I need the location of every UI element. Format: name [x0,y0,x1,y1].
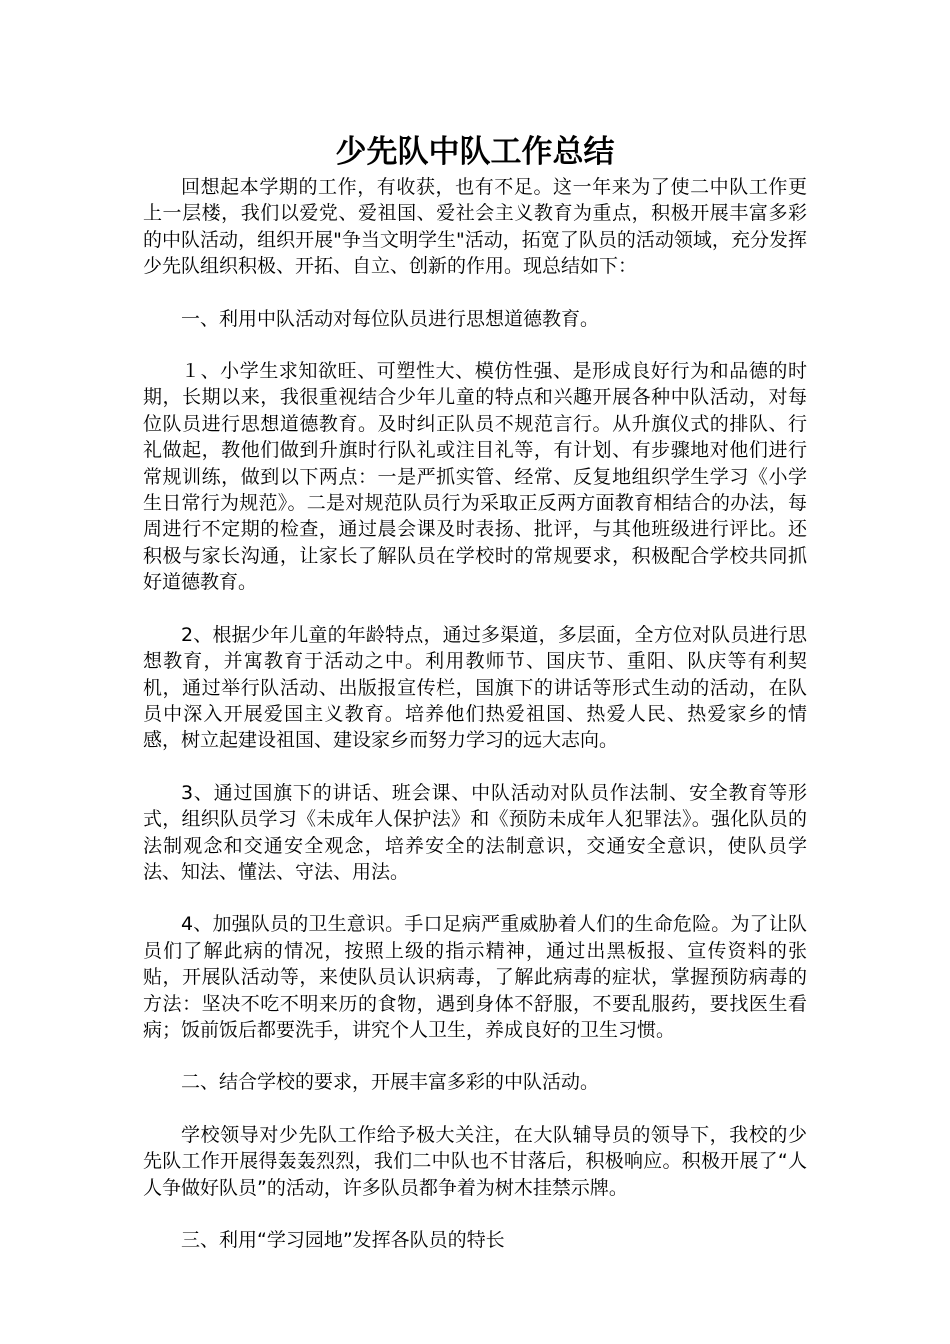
document-body [143,174,807,1253]
paragraph-item-3: 3、通过国旗下的讲话、班会课、中队活动对队员作法制、安全教育等形式，组织队员学习《未成年人保护法》和《预防未成年人犯罪法》。强化队员的法制观念和交通安全观念，培养安全的法制意识，交通安全意识，使队员学法、知法、懂法、守法、用法。 [143,781,807,883]
heading-section-2: 二、结合学校的要求，开展丰富多彩的中队活动。 [181,1071,600,1094]
document-title: 少先队中队工作总结 [335,134,615,170]
paragraph-item-4: 4、加强队员的卫生意识。手口足病严重威胁着人们的生命危险。为了让队员们了解此病的情况，按照上级的指示精神，通过出黑板报、宣传资料的张贴，开展队活动等，来使队员认识病毒，了解此病毒的症状，掌握预防病毒的方法：坚决不吃不明来历的食物，遇到身体不舒服，不要乱服药，要找医生看病；饭前饭后都要洗手，讲究个人卫生，养成良好的卫生习惯。 [143,913,807,1041]
paragraph-item-1: １、小学生求知欲旺、可塑性大、模仿性强、是形成良好行为和品德的时期，长期以来，我很重视结合少年儿童的特点和兴趣开展各种中队活动，对每位队员进行思想道德教育。及时纠正队员不规范言行。从升旗仪式的排队、行礼做起，教他们做到升旗时行队礼或注目礼等，有计划、有步骤地对他们进行常规训练，做到以下两点：一是严抓实管、经常、反复地组织学生学习《小学生日常行为规范》。二是对规范队员行为采取正反两方面教育相结合的办法，每周进行不定期的检查，通过晨会课及时表扬、批评，与其他班级进行评比。还积极与家长沟通，让家长了解队员在学校时的常规要求，积极配合学校共同抓好道德教育。 [143,360,807,594]
heading-section-1: 一、利用中队活动对每位队员进行思想道德教育。 [181,307,600,330]
paragraph-intro: 回想起本学期的工作，有收获，也有不足。这一年来为了使二中队工作更上一层楼，我们以爱党、爱祖国、爱社会主义教育为重点，积极开展丰富多彩的中队活动，组织开展"争当文明学生"活动，拓宽了队员的活动领域，充分发挥少先队组织积极、开拓、自立、创新的作用。现总结如下： [143,176,807,278]
paragraph-section-2: 学校领导对少先队工作给予极大关注，在大队辅导员的领导下，我校的少先队工作开展得轰轰烈烈，我们二中队也不甘落后，积极响应。积极开展了“人人争做好队员”的活动，许多队员都争着为树木挂禁示牌。 [143,1123,807,1199]
heading-section-3: 三、利用“学习园地”发挥各队员的特长 [181,1229,505,1251]
paragraph-item-2: 2、根据少年儿童的年龄特点，通过多渠道，多层面，全方位对队员进行思想教育，并寓教育于活动之中。利用教师节、国庆节、重阳、队庆等有利契机，通过举行队活动、出版报宣传栏，国旗下的讲话等形式生动的活动，在队员中深入开展爱国主义教育。培养他们热爱祖国、热爱人民、热爱家乡的情感，树立起建设祖国、建设家乡而努力学习的远大志向。 [143,623,807,752]
